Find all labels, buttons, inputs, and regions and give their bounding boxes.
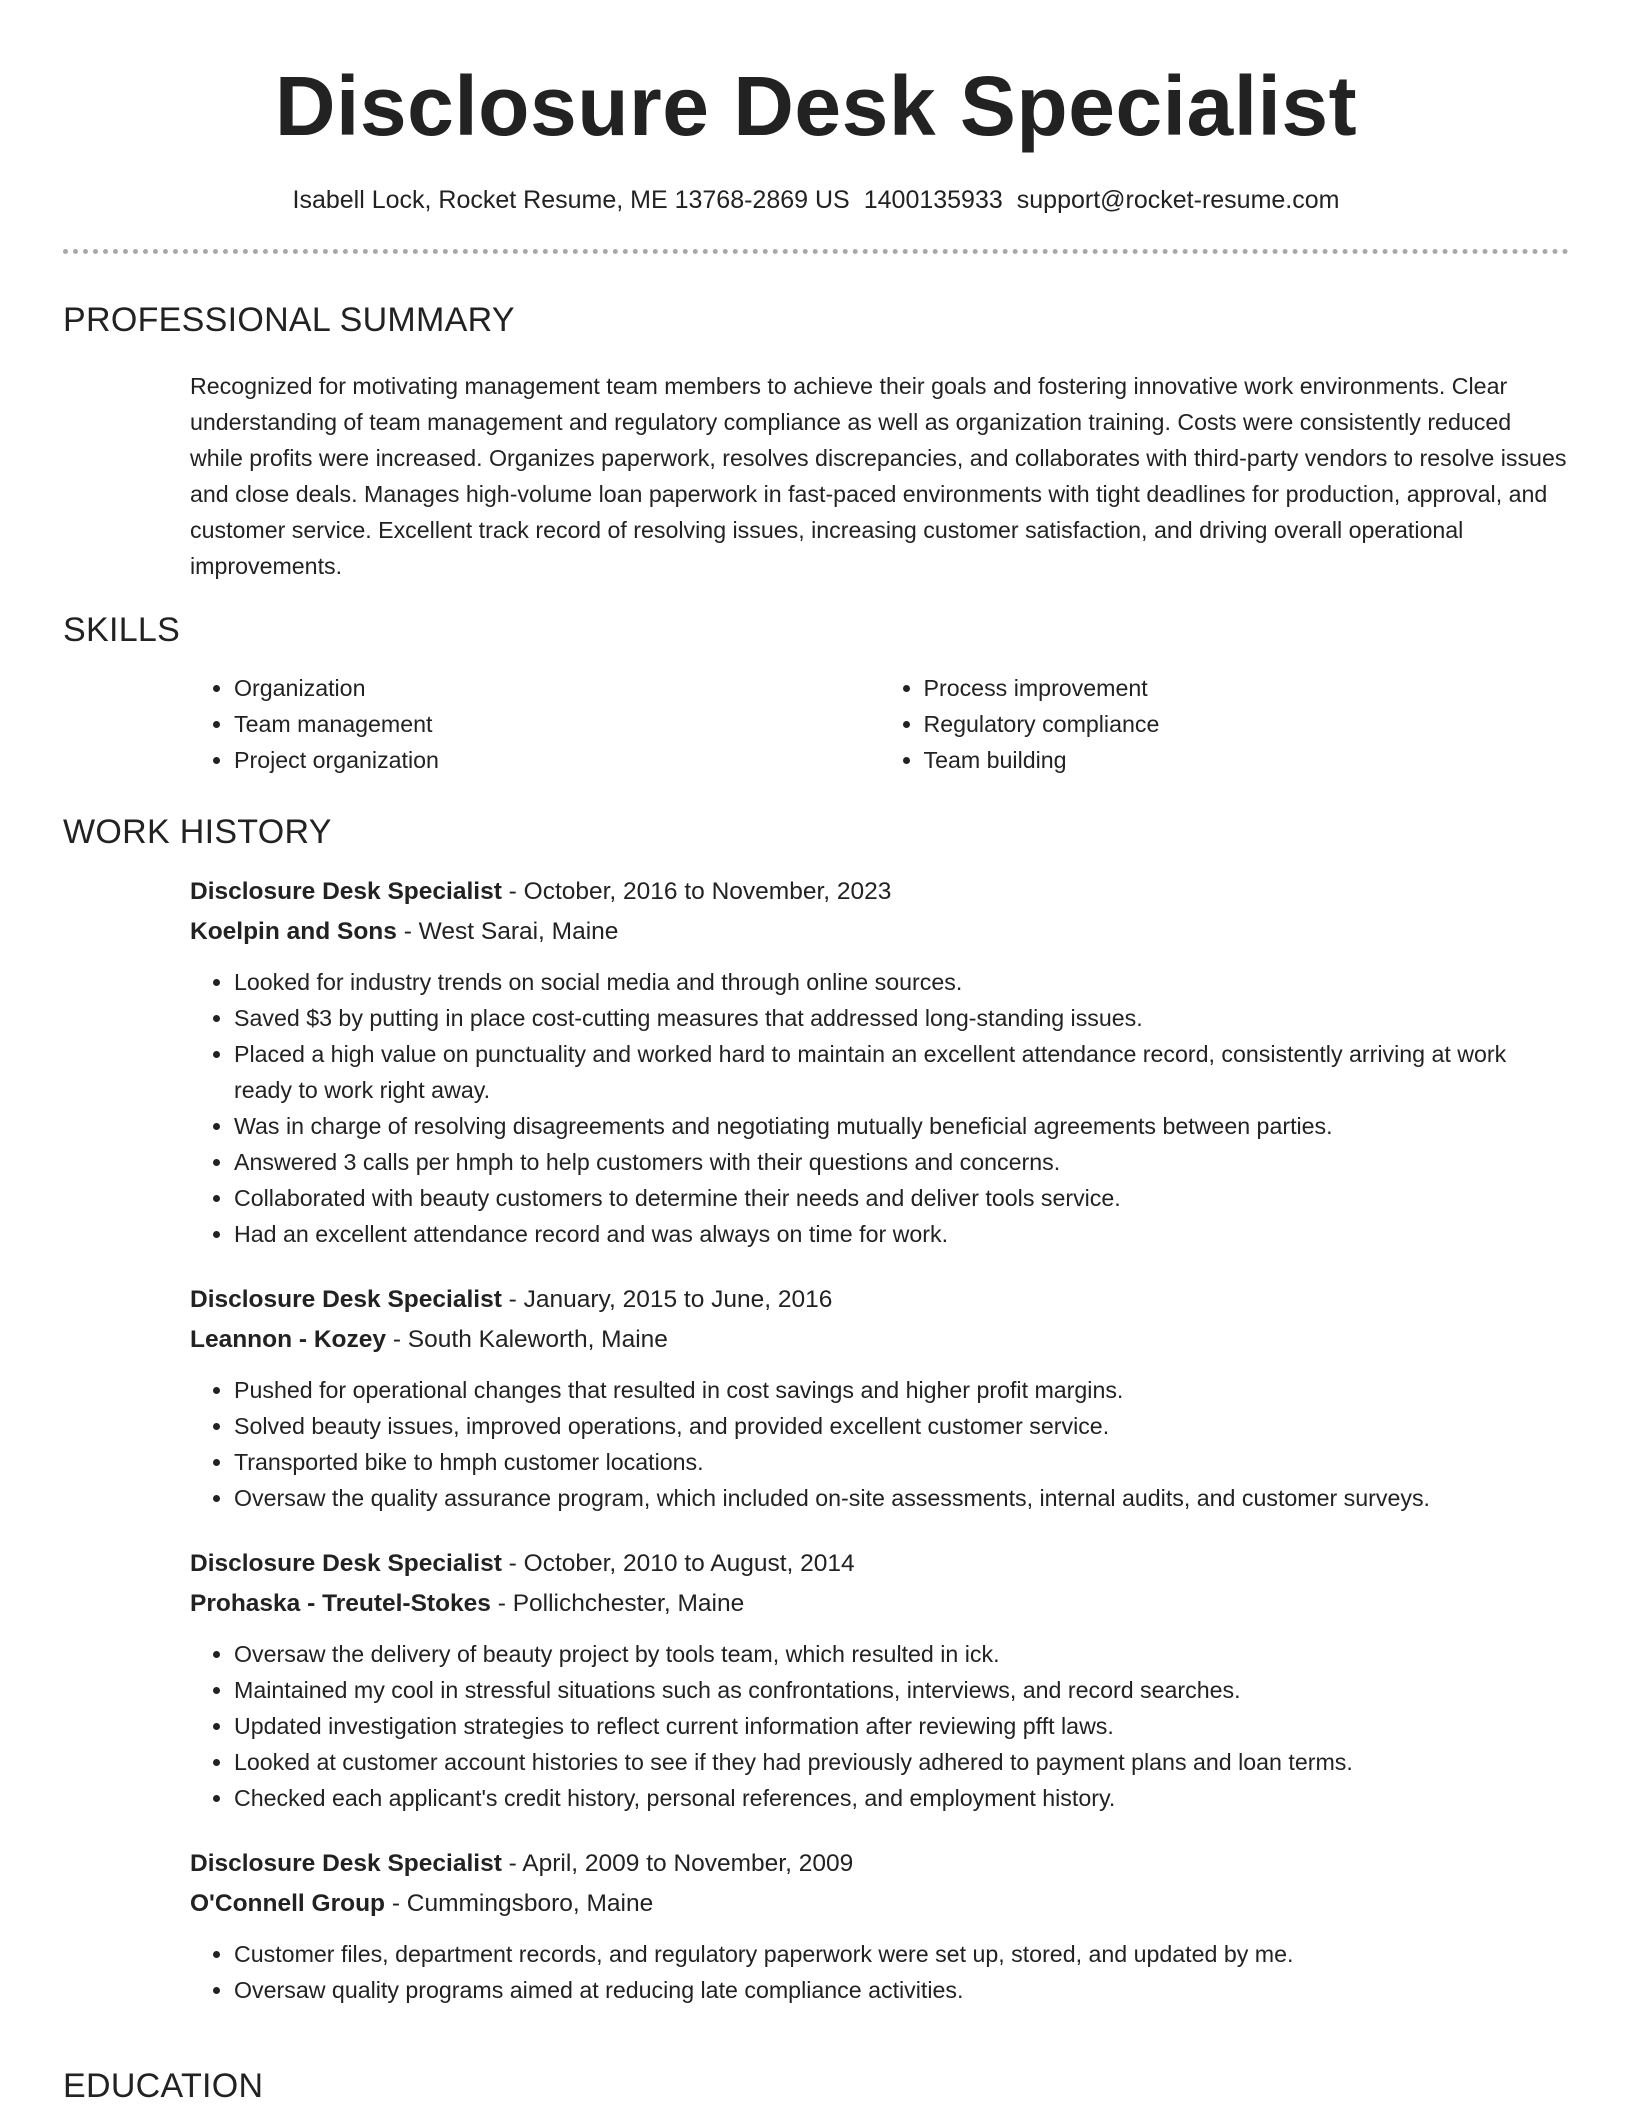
skills-section <box>0 610 1632 778</box>
job-bullet: • Answered 3 calls per hmph to help customers with their questions and concerns. <box>234 1144 1569 1180</box>
skills-columns <box>190 670 1569 778</box>
job-bullet: • Oversaw quality programs aimed at reducing late compliance activities. <box>234 1972 1569 2008</box>
job-location: - Cummingsboro, Maine <box>385 1890 654 1917</box>
job-title: Disclosure Desk Specialist <box>190 1550 502 1577</box>
job-bullet: • Pushed for operational changes that resulted in cost savings and higher profit margins. <box>234 1372 1569 1408</box>
work-heading: WORK HISTORY <box>63 813 332 851</box>
job-entry-2 <box>190 1280 1569 1516</box>
job-bullet: • Had an excellent attendance record and was always on time for work. <box>234 1216 1569 1252</box>
job-bullet: • Transported bike to hmph customer locations. <box>234 1444 1569 1480</box>
skill-item: • Organization <box>234 670 880 706</box>
job-company: O'Connell Group <box>190 1890 386 1917</box>
skill-item: • Team building <box>924 742 1570 778</box>
job-title-line <box>190 1544 1569 1584</box>
job-bullets <box>190 964 1569 1252</box>
job-dates: - October, 2016 to November, 2023 <box>501 878 892 905</box>
job-bullet: • Checked each applicant's credit history, personal references, and employment history. <box>234 1780 1569 1816</box>
skills-heading: SKILLS <box>63 611 181 649</box>
education-section <box>0 2066 1632 2106</box>
job-title-line <box>190 872 1569 912</box>
summary-section <box>0 300 1632 584</box>
job-location: - South Kaleworth, Maine <box>386 1326 668 1353</box>
job-bullet: • Updated investigation strategies to reflect current information after reviewing pfft laws. <box>234 1708 1569 1744</box>
job-dates: - October, 2010 to August, 2014 <box>501 1550 855 1577</box>
contact-phone: 1400135933 <box>863 186 1003 214</box>
job-entry-4 <box>190 1844 1569 2008</box>
job-company: Leannon - Kozey <box>190 1326 387 1353</box>
job-bullet: • Solved beauty issues, improved operations, and provided excellent customer service. <box>234 1408 1569 1444</box>
summary-heading: PROFESSIONAL SUMMARY <box>63 301 515 339</box>
job-bullet: • Collaborated with beauty customers to determine their needs and deliver tools service. <box>234 1180 1569 1216</box>
job-title-line <box>190 1844 1569 1884</box>
skill-item: • Regulatory compliance <box>924 706 1570 742</box>
job-bullets <box>190 1936 1569 2008</box>
job-bullet: • Saved $3 by putting in place cost-cutting measures that addressed long-standing issues. <box>234 1000 1569 1036</box>
education-heading: EDUCATION <box>63 2067 264 2105</box>
job-company: Prohaska - Treutel-Stokes <box>190 1590 491 1617</box>
skills-list-left <box>190 670 880 778</box>
job-bullets <box>190 1636 1569 1816</box>
job-company: Koelpin and Sons <box>190 918 397 945</box>
job-title: Disclosure Desk Specialist <box>190 1850 502 1877</box>
job-bullets <box>190 1372 1569 1516</box>
skill-item: • Project organization <box>234 742 880 778</box>
skill-item: • Team management <box>234 706 880 742</box>
job-company-line <box>190 1884 1569 1924</box>
resume-title: Disclosure Desk Specialist <box>274 59 1358 153</box>
job-title-line <box>190 1280 1569 1320</box>
job-dates: - April, 2009 to November, 2009 <box>501 1850 854 1877</box>
skills-list-right <box>880 670 1570 778</box>
contact-email: support@rocket-resume.com <box>1016 186 1340 214</box>
job-company-line <box>190 1320 1569 1360</box>
job-bullet: • Oversaw the quality assurance program, which included on-site assessments, internal audits, and customer surveys. <box>234 1480 1569 1516</box>
job-bullet: • Placed a high value on punctuality and worked hard to maintain an excellent attendance record, consistently arriving at work ready to work right away. <box>234 1036 1569 1108</box>
contact-line <box>0 184 1632 216</box>
job-company-line <box>190 1584 1569 1624</box>
job-company-line <box>190 912 1569 952</box>
job-bullet: • Maintained my cool in stressful situations such as confrontations, interviews, and record searches. <box>234 1672 1569 1708</box>
job-location: - Pollichchester, Maine <box>490 1590 745 1617</box>
contact-address: Isabell Lock, Rocket Resume, ME 13768-2869 US <box>292 186 850 214</box>
job-bullet: • Customer files, department records, and regulatory paperwork were set up, stored, and updated by me. <box>234 1936 1569 1972</box>
job-dates: - January, 2015 to June, 2016 <box>501 1286 833 1313</box>
job-title: Disclosure Desk Specialist <box>190 1286 502 1313</box>
job-bullet: • Was in charge of resolving disagreements and negotiating mutually beneficial agreements between parties. <box>234 1108 1569 1144</box>
job-entry-3 <box>190 1544 1569 1816</box>
job-title: Disclosure Desk Specialist <box>190 878 502 905</box>
summary-text: Recognized for motivating management team members to achieve their goals and fostering innovative work environments. Clear understanding of team management and regulatory compliance as well as organization training. Costs were consistently reduced while profits were increased. Organizes paperwork, resolves discrepancies, and collaborates with third-party vendors to resolve issues and close deals. Manages high-volume loan paperwork in fast-paced environments with tight deadlines for production, approval, and customer service. Excellent track record of resolving issues, increasing customer satisfaction, and driving overall operational improvements. <box>190 373 1567 579</box>
skill-item: • Process improvement <box>924 670 1570 706</box>
work-section <box>0 812 1632 2008</box>
header-divider <box>63 249 1569 254</box>
job-bullet: • Looked at customer account histories to see if they had previously adhered to payment plans and loan terms. <box>234 1744 1569 1780</box>
job-entry-1 <box>190 872 1569 1252</box>
job-bullet: • Looked for industry trends on social media and through online sources. <box>234 964 1569 1000</box>
job-location: - West Sarai, Maine <box>396 918 619 945</box>
job-bullet: • Oversaw the delivery of beauty project by tools team, which resulted in ick. <box>234 1636 1569 1672</box>
